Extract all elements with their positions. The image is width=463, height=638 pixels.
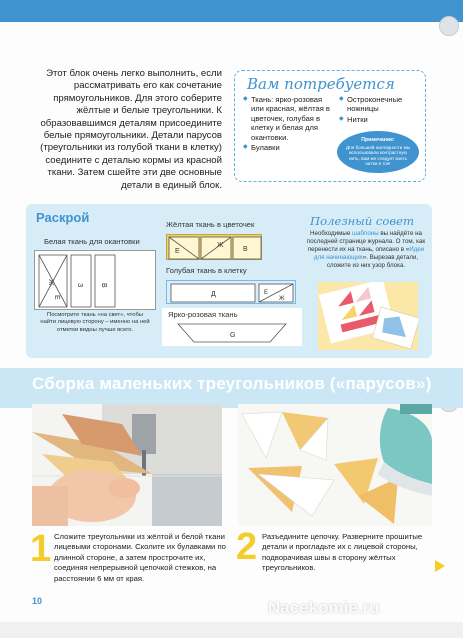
blue-fabric-label: Голубая ткань в клетку <box>166 266 247 275</box>
materials-box <box>234 70 426 182</box>
piece-label-g: G <box>230 332 236 339</box>
blue-fabric-pieces <box>166 280 296 304</box>
piece-label-z: З <box>76 283 83 288</box>
next-page-arrow-icon <box>435 560 445 572</box>
pink-piece-diagram <box>176 320 288 346</box>
materials-list-left <box>243 95 335 153</box>
top-color-bar <box>0 0 463 22</box>
step-2-number: 2 <box>236 526 258 568</box>
piece-label-v: В <box>243 246 248 253</box>
note-title: Примечание: <box>361 137 395 143</box>
yellow-pieces-diagram <box>167 235 263 261</box>
ironing-photo <box>238 404 432 526</box>
step-2-text: Разъедините цепочку. Разверните прошитые детали и прогладьте их с лицевой стороны, подворачивая швы в сторону жёлтых треугольников. <box>262 532 423 573</box>
piece-label-v: В <box>100 283 107 288</box>
piece-label-e: Е <box>53 295 60 300</box>
piece-label-zh: Ж <box>47 279 54 286</box>
intro-paragraph: Этот блок очень легко выполнить, если рассматривать его как сочетание прямоугольников. Для этого соберите жёлтые и белые треугольники. К образовавшимся деталям присоедините белые прямоугольники. Детали парусов (треугольники из голубой ткани в клетку) соедините с деталью кормы из красной ткани. Затем сшейте эти две основные детали в единый блок. <box>40 68 222 191</box>
materials-item: ◆ Ткань: ярко-розовая или красная, жёлтая в цветочек, голубая в клетку и белая для окантовки. <box>243 95 335 142</box>
beginners-link[interactable]: Идеи для начинающих <box>313 246 425 261</box>
piece-label-zh: Ж <box>279 296 285 302</box>
white-pieces-diagram <box>35 251 157 311</box>
tip-text-part: Необходимые <box>310 230 352 237</box>
tip-text-part: вы найдёте на последней странице журнала. О том, как перенести их на ткань, описано в « <box>306 230 426 253</box>
useful-tip-text <box>304 230 428 270</box>
section-title: Сборка маленьких треугольников («парусов») <box>32 374 432 393</box>
sewing-photo-illustration <box>32 404 222 526</box>
materials-list-right <box>339 95 423 125</box>
cutting-panel <box>26 204 432 358</box>
piece-label-d: Д <box>211 291 216 298</box>
materials-item: ◆ Остроконечные ножницы <box>339 95 423 114</box>
materials-item: ◆ Булавки <box>243 143 335 152</box>
piece-label-e: Е <box>175 248 180 255</box>
step-1-number: 1 <box>30 528 52 570</box>
materials-title: Вам потребуется <box>247 75 395 93</box>
yellow-fabric-pieces <box>166 234 262 260</box>
sailboat-block-photo <box>318 282 418 350</box>
useful-tip-title: Полезный совет <box>310 214 414 228</box>
templates-link[interactable]: шаблоны <box>351 230 379 237</box>
pink-fabric-label: Ярко-розовая ткань <box>168 310 238 319</box>
page-number: 10 <box>32 596 43 606</box>
ironing-photo-illustration <box>238 404 432 526</box>
piece-label-zh: Ж <box>217 242 224 249</box>
tip-text-part: ». Вырезав детали, сложите из них узор блока. <box>326 254 419 269</box>
page-bottom-edge <box>0 622 463 638</box>
useful-tip-box <box>304 214 428 354</box>
white-fabric-pieces <box>34 250 156 310</box>
right-side-tip: Посмотрите ткань «на свет», чтобы найти лицевую сторону – именно на ней отметки видны лучше всего. <box>40 312 150 333</box>
thread-note-bubble <box>337 131 419 173</box>
cutting-title: Раскрой <box>36 210 90 225</box>
binder-hole-top <box>439 16 459 36</box>
piece-label-e: Е <box>264 290 269 296</box>
note-text: Для большей наглядности мы использовали контрастную нить, вам же следует взять нитки в тон! <box>345 144 411 167</box>
site-watermark: Nacekomie.ru <box>268 598 380 617</box>
sewing-machine-photo <box>32 404 222 526</box>
yellow-fabric-label: Жёлтая ткань в цветочек <box>166 220 255 229</box>
step-1-text: Сложите треугольники из жёлтой и белой ткани лицевыми сторонами. Сколите их булавками по длинной стороне, а затем прострочите их, соединяя непрерывной цепочкой стежков, на расстоянии 6 мм от края. <box>54 532 226 583</box>
white-fabric-label: Белая ткань для окантовки <box>44 237 140 246</box>
blue-pieces-diagram <box>167 281 297 305</box>
materials-item: ◆ Нитки <box>339 115 423 124</box>
